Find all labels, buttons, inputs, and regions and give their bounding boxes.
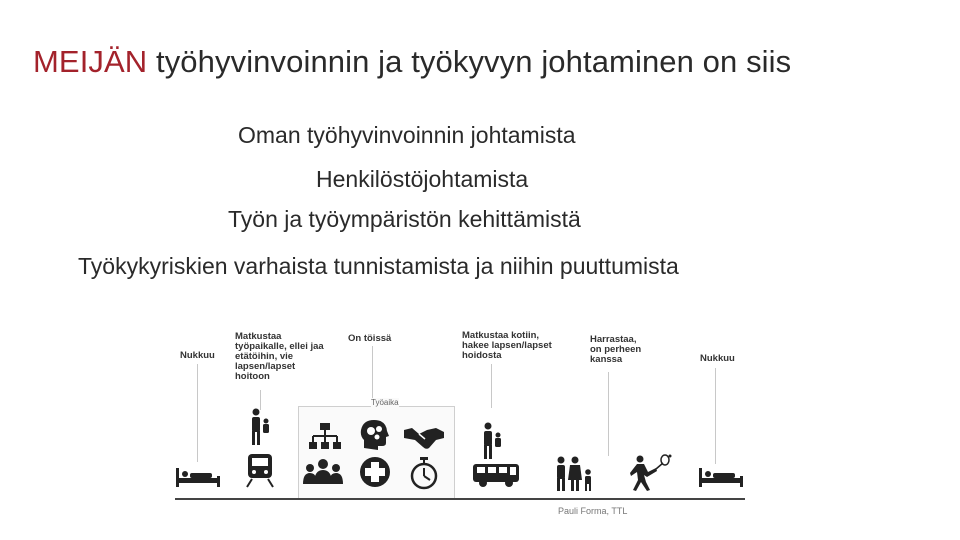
connector-line [715,368,716,464]
label-sleep-start: Nukkuu [180,350,215,361]
label-commute-home: Matkustaa kotiin, hakee lapsen/lapset hoidosta [462,330,552,361]
line-2: Henkilöstöjohtamista [316,166,529,192]
bed-icon [175,464,221,488]
bus-icon [472,462,520,488]
walking-with-child-icon [478,422,506,460]
connector-line [372,346,373,404]
workday-diagram [160,318,780,528]
work-time-label: Työaika [371,398,399,407]
title-rest: työhyvinvoinnin ja työkyvyn johtaminen on siis [147,44,792,79]
medical-cross-icon [359,456,391,488]
stopwatch-icon [408,456,440,490]
bed-icon [698,464,744,488]
family-icon [552,456,598,492]
credit-text: Pauli Forma, TTL [558,506,628,516]
line-1: Oman työhyvinvoinnin johtamista [238,122,576,148]
slide-title [33,44,791,80]
connector-line [197,364,198,462]
head-gears-icon [358,418,390,452]
line-3: Työn ja työympäristön kehittämistä [228,206,581,232]
connector-line [260,390,261,410]
line-4: Työkykyriskien varhaista tunnistamista ja niihin puuttumista [78,253,679,279]
timeline-baseline [175,498,745,500]
label-at-work: On töissä [348,333,392,344]
org-chart-icon [308,422,342,452]
walking-with-child-icon [246,408,274,446]
handshake-icon [403,424,445,450]
connector-line [608,372,609,456]
train-icon [244,452,276,488]
tennis-player-icon [626,454,672,492]
label-commute-to: Matkustaa työpaikalle, ellei jaa etätöihin, vie lapsen/lapset hoitoon [235,331,324,382]
label-sleep-end: Nukkuu [700,353,735,364]
title-accent: MEIJÄN [33,44,148,79]
group-icon [302,458,344,484]
label-hobby: Harrastaa, on perheen kanssa [590,334,642,365]
connector-line [491,364,492,408]
